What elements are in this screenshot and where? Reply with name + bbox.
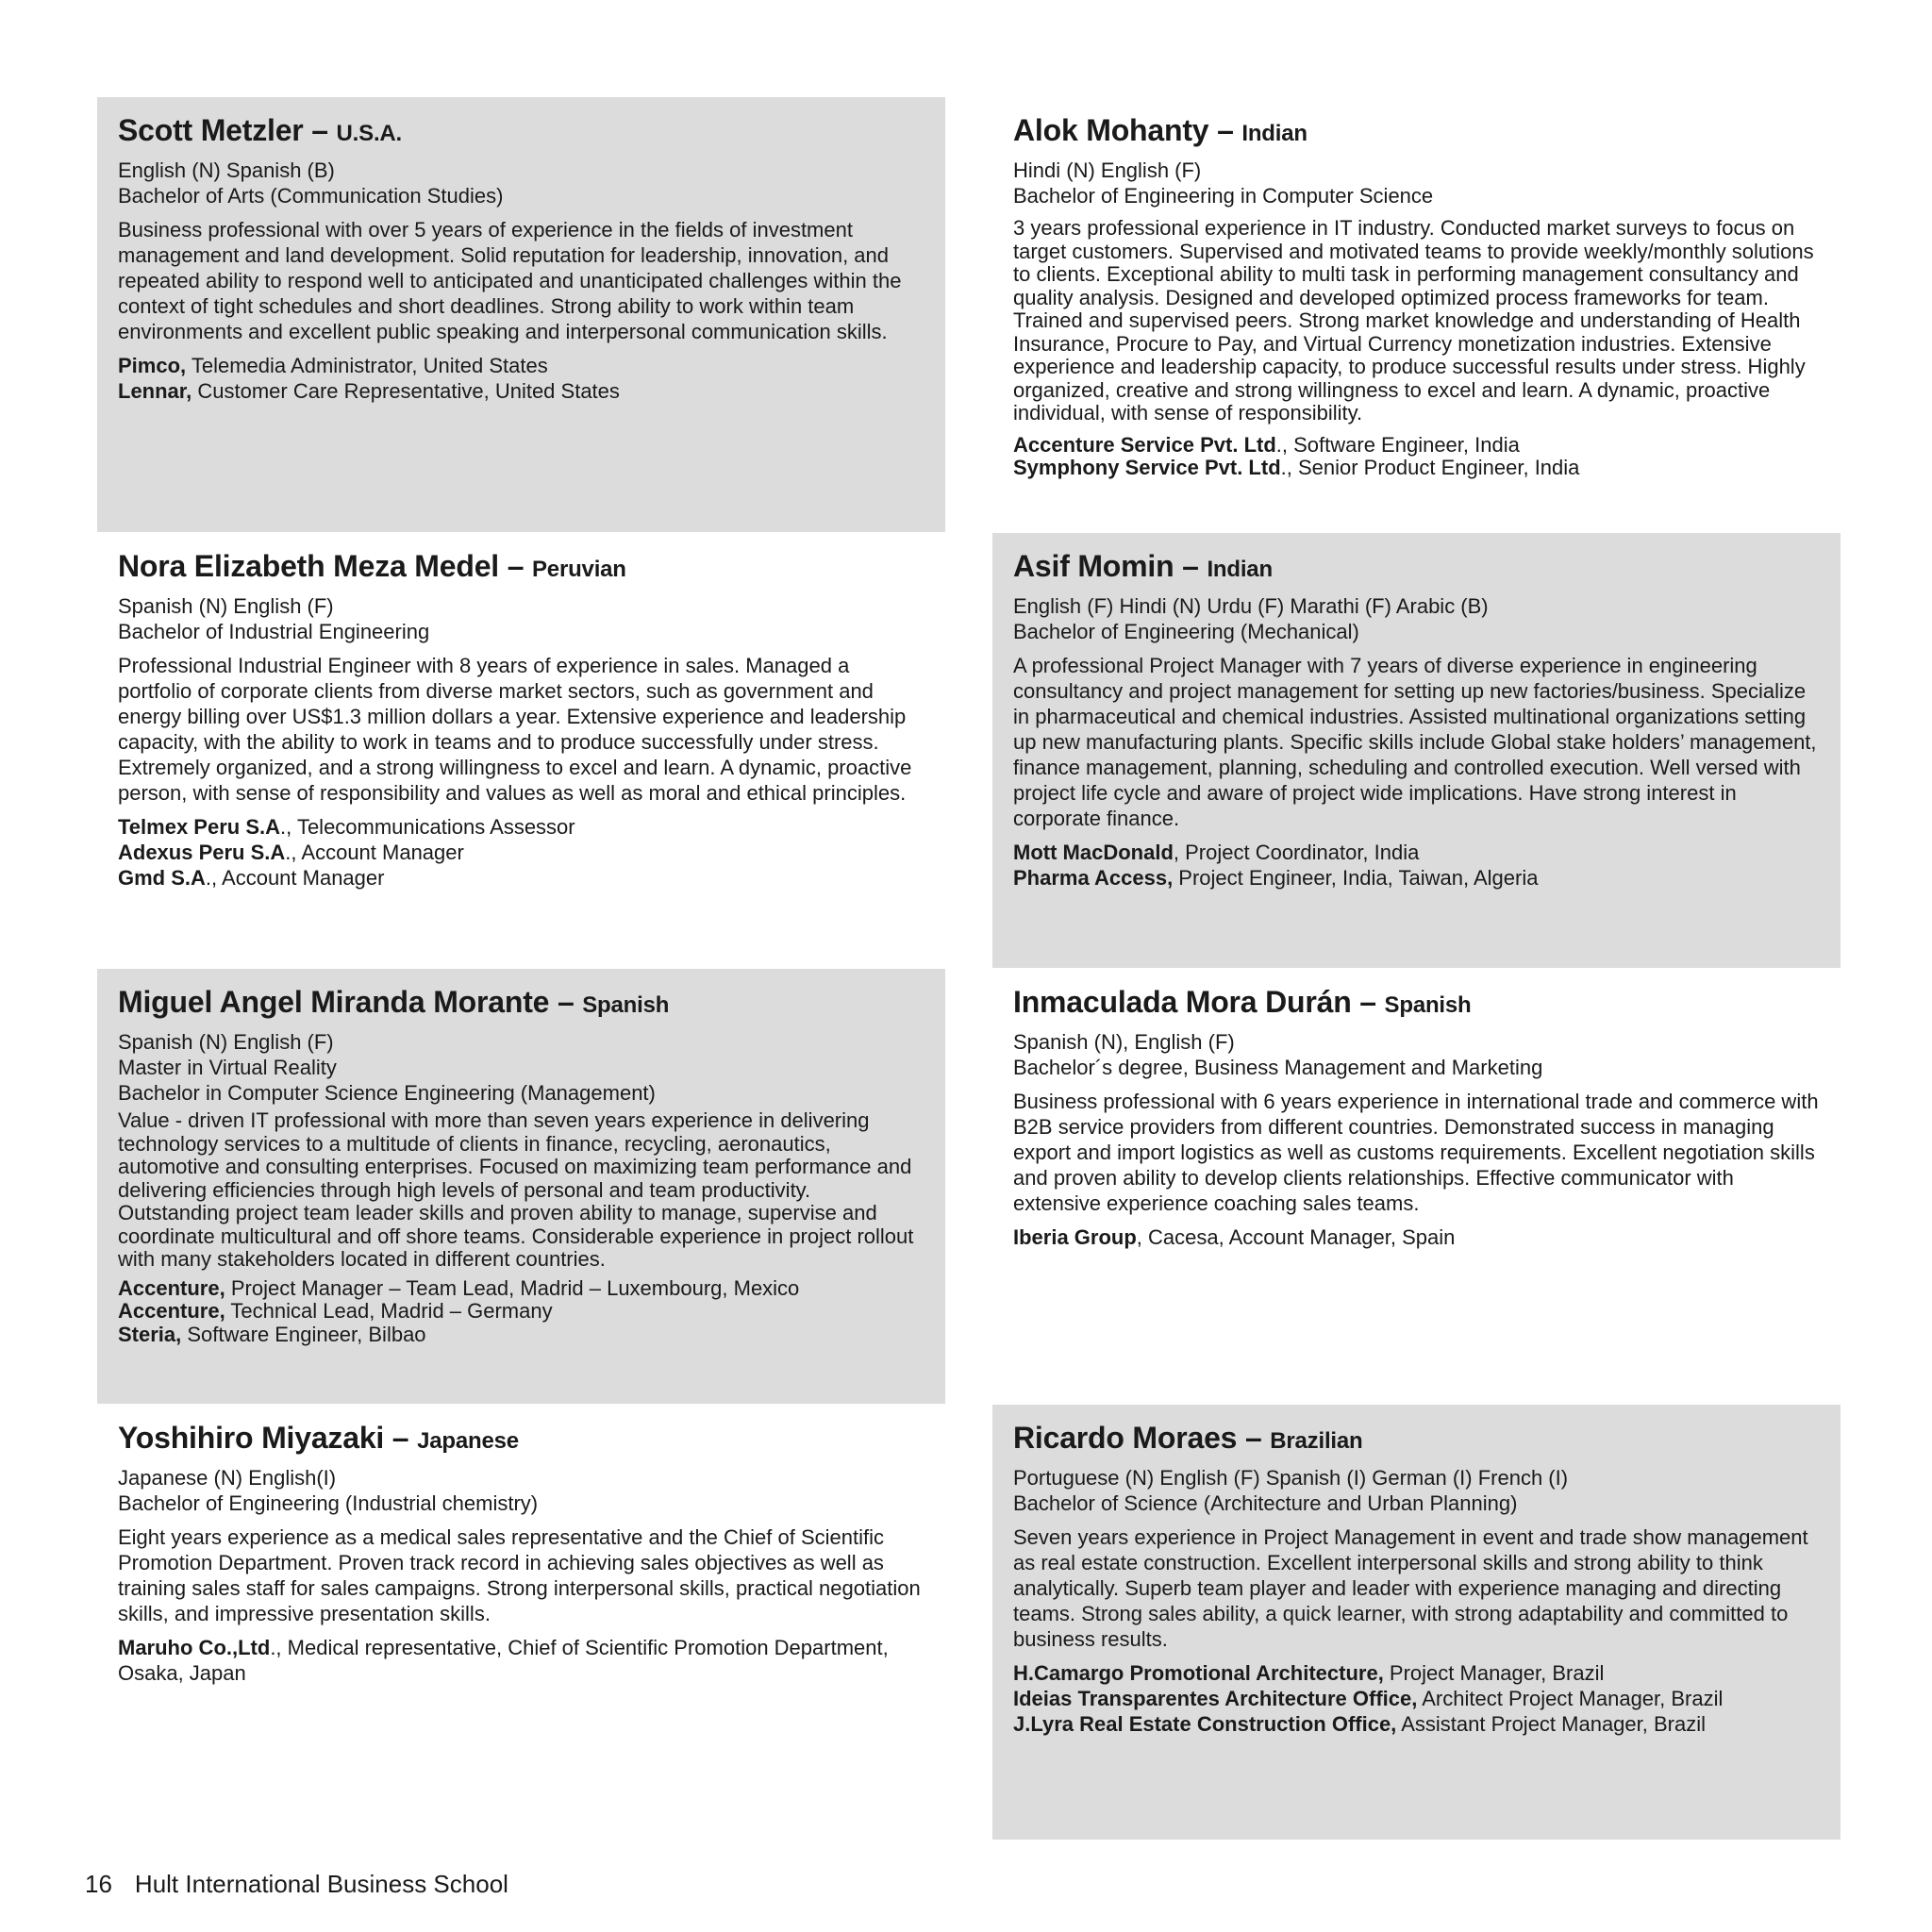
- profile-description: Business professional with over 5 years of experience in the fields of investment management and land development. Solid reputation for leadership, innovation, and repeated ability to respond well to anticipated and unanticipated challenges within the context of tight schedules and short deadlines. Strong ability to work within team environments and excellent public speaking and interpersonal communication skills.: [118, 218, 902, 343]
- profile-card-alok-mohanty: Alok Mohanty – Indian Hindi (N) English (F) Bachelor of Engineering in Computer Science 3 years professional experience in IT industry. Conducted market surveys to focus on target customers. Supervised and motivated teams to provide weekly/monthly solutions to clients. Exceptional ability to multi task in performing management consultancy and quality analysis. Designed and developed optimized process frameworks for team. Trained and supervised peers. Strong market knowledge and understanding of Health Insurance, Procure to Pay, and Virtual Currency monetization industries. Extensive experience and leadership capacity, to produce successful results under stress. Highly organized, creative and strong willingness to excel and learn. A dynamic, proactive individual, with sense of responsibility. Accenture Service Pvt. Ltd., Software Engineer, India Symphony Service Pvt. Ltd., Senior Product Engineer, India: [992, 97, 1840, 532]
- profile-languages: Spanish (N) English (F): [118, 594, 334, 618]
- profile-jobs: [118, 814, 926, 891]
- profile-languages: Hindi (N) English (F): [1013, 158, 1202, 182]
- profile-nationality: Peruvian: [531, 557, 626, 582]
- profile-jobs: [1013, 1224, 1822, 1250]
- profile-name: Nora Elizabeth Meza Medel: [118, 549, 499, 583]
- job-entry: Mott MacDonald, Project Coordinator, India: [1013, 841, 1420, 864]
- profile-degree: Bachelor of Science (Architecture and Urban Planning): [1013, 1491, 1518, 1515]
- profile-jobs: [118, 1277, 926, 1347]
- profile-description: A professional Project Manager with 7 years of diverse experience in engineering consultancy and project management for setting up new factories/business. Specialize in pharmaceutical and chemical industries. Assisted multinational organizations setting up new manufacturing plants. Specific skills include Global stake holders’ management, finance management, planning, scheduling and controlled execution. Well versed with project life cycle and aware of project wide implications. Have strong interest in corporate finance.: [1013, 654, 1817, 830]
- profile-description: Eight years experience as a medical sales representative and the Chief of Scientific Promotion Department. Proven track record in achieving sales objectives as well as training sales staff for sales campaigns. Strong interpersonal skills, practical negotiation skills, and impressive presentation skills.: [118, 1525, 921, 1625]
- job-entry: Maruho Co.,Ltd., Medical representative, Chief of Scientific Promotion Department, Osaka, Japan: [118, 1636, 889, 1685]
- profile-nationality: Indian: [1241, 121, 1307, 146]
- profile-card-miguel-miranda-morante: Miguel Angel Miranda Morante – Spanish Spanish (N) English (F) Master in Virtual Reality Bachelor in Computer Science Engineering (Management) Value - driven IT professional with more than seven years experience in delivering technology services to a multitude of clients in finance, recycling, aeronautics, automotive and consulting enterprises. Focused on maximizing team performance and delivering efficiencies through high levels of personal and team productivity. Outstanding project team leader skills and proven ability to manage, supervise and coordinate multicultural and off shore teams. Considerable experience in project rollout with many stakeholders located in different countries. Accenture, Project Manager – Team Lead, Madrid – Luxembourg, Mexico Accenture, Technical Lead, Madrid – Germany Steria, Software Engineer, Bilbao: [97, 969, 945, 1404]
- job-entry: Adexus Peru S.A., Account Manager: [118, 841, 464, 864]
- profile-name: Alok Mohanty: [1013, 113, 1209, 147]
- job-entry: Pharma Access, Project Engineer, India, Taiwan, Algeria: [1013, 866, 1539, 890]
- profile-degree: Bachelor of Industrial Engineering: [118, 620, 430, 643]
- profile-description: Seven years experience in Project Management in event and trade show management as real estate construction. Excellent interpersonal skills and strong ability to think analytically. Superb team player and leader with experience managing and directing teams. Strong sales ability, a quick learner, with strong adaptability and committed to business results.: [1013, 1525, 1808, 1651]
- profile-card-asif-momin: Asif Momin – Indian English (F) Hindi (N) Urdu (F) Marathi (F) Arabic (B) Bachelor of Engineering (Mechanical) A professional Project Manager with 7 years of diverse experience in engineering consultancy and project management for setting up new factories/business. Specialize in pharmaceutical and chemical industries. Assisted multinational organizations setting up new manufacturing plants. Specific skills include Global stake holders’ management, finance management, planning, scheduling and controlled execution. Well versed with project life cycle and aware of project wide implications. Have strong interest in corporate finance. Mott MacDonald, Project Coordinator, India Pharma Access, Project Engineer, India, Taiwan, Algeria: [992, 533, 1840, 968]
- job-entry: Accenture, Project Manager – Team Lead, Madrid – Luxembourg, Mexico: [118, 1275, 800, 1300]
- job-entry: Symphony Service Pvt. Ltd., Senior Product Engineer, India: [1013, 456, 1580, 479]
- profile-nationality: U.S.A.: [336, 121, 403, 146]
- profile-card-ricardo-moraes: Ricardo Moraes – Brazilian Portuguese (N) English (F) Spanish (I) German (I) French (I) Bachelor of Science (Architecture and Urban Planning) Seven years experience in Project Management in event and trade show management as real estate construction. Excellent interpersonal skills and strong ability to think analytically. Superb team player and leader with experience managing and directing teams. Strong sales ability, a quick learner, with strong adaptability and committed to business results. H.Camargo Promotional Architecture, Project Manager, Brazil Ideias Transparentes Architecture Office, Architect Project Manager, Brazil J.Lyra Real Estate Construction Office, Assistant Project Manager, Brazil: [992, 1405, 1840, 1840]
- profile-jobs: [1013, 434, 1822, 480]
- profile-degree: Bachelor of Engineering (Industrial chemistry): [118, 1491, 539, 1515]
- profile-name: Inmaculada Mora Durán: [1013, 985, 1352, 1019]
- job-entry: Accenture, Technical Lead, Madrid – Germany: [118, 1299, 553, 1323]
- profile-description: Value - driven IT professional with more than seven years experience in delivering technology services to a multitude of clients in finance, recycling, aeronautics, automotive and consulting enterprises. Focused on maximizing team performance and delivering efficiencies through high levels of personal and team productivity. Outstanding project team leader skills and proven ability to manage, supervise and coordinate multicultural and off shore teams. Considerable experience in project rollout with many stakeholders located in different countries.: [118, 1108, 914, 1271]
- job-entry: Iberia Group, Cacesa, Account Manager, Spain: [1013, 1225, 1456, 1249]
- profile-jobs: [1013, 1660, 1822, 1737]
- profile-card-inmaculada-mora-duran: Inmaculada Mora Durán – Spanish Spanish (N), English (F) Bachelor´s degree, Business Management and Marketing Business professional with 6 years experience in international trade and commerce with B2B service providers from different countries. Demonstrated success in managing export and import logistics as well as customs requirements. Excellent negotiation skills and proven ability to develop clients relationships. Effective communicator with extensive experience coaching sales teams. Iberia Group, Cacesa, Account Manager, Spain: [992, 969, 1840, 1404]
- profile-nationality: Spanish: [1384, 992, 1472, 1018]
- profile-card-nora-meza-medel: Nora Elizabeth Meza Medel – Peruvian Spanish (N) English (F) Bachelor of Industrial Engineering Professional Industrial Engineer with 8 years of experience in sales. Managed a portfolio of corporate clients from diverse market sectors, such as government and energy billing over US$1.3 million dollars a year. Extensive experience and leadership capacity, with the ability to work in teams and to produce successfully under stress. Extremely organized, and a strong willingness to excel and learn. A dynamic, proactive person, with sense of responsibility and values as well as moral and ethical principles. Telmex Peru S.A., Telecommunications Assessor Adexus Peru S.A., Account Manager Gmd S.A., Account Manager: [97, 533, 945, 968]
- job-entry: Accenture Service Pvt. Ltd., Software Engineer, India: [1013, 432, 1520, 457]
- profile-card-yoshihiro-miyazaki: Yoshihiro Miyazaki – Japanese Japanese (N) English(I) Bachelor of Engineering (Industrial chemistry) Eight years experience as a medical sales representative and the Chief of Scientific Promotion Department. Proven track record in achieving sales objectives as well as training sales staff for sales campaigns. Strong interpersonal skills, practical negotiation skills, and impressive presentation skills. Maruho Co.,Ltd., Medical representative, Chief of Scientific Promotion Department, Osaka, Japan: [97, 1405, 945, 1840]
- profile-name: Scott Metzler: [118, 113, 304, 147]
- profile-description: 3 years professional experience in IT industry. Conducted market surveys to focus on target customers. Supervised and motivated teams to provide weekly/monthly solutions to clients. Exceptional ability to multi task in performing management consultancy and quality analysis. Designed and developed optimized process frameworks for team. Trained and supervised peers. Strong market knowledge and understanding of Health Insurance, Procure to Pay, and Virtual Currency monetization industries. Extensive experience and leadership capacity, to produce successful results under stress. Highly organized, creative and strong willingness to excel and learn. A dynamic, proactive individual, with sense of responsibility.: [1013, 216, 1814, 425]
- page-number: 16: [85, 1870, 112, 1898]
- page-footer: [85, 1868, 508, 1900]
- job-entry: Gmd S.A., Account Manager: [118, 866, 385, 890]
- job-entry: J.Lyra Real Estate Construction Office, Assistant Project Manager, Brazil: [1013, 1712, 1706, 1736]
- profile-name: Yoshihiro Miyazaki: [118, 1421, 385, 1455]
- profile-nationality: Indian: [1207, 557, 1273, 582]
- profile-languages: English (N) Spanish (B): [118, 158, 335, 182]
- profile-degree: Bachelor´s degree, Business Management and Marketing: [1013, 1056, 1543, 1079]
- profile-degree: Bachelor of Engineering (Mechanical): [1013, 620, 1359, 643]
- profile-name: Miguel Angel Miranda Morante: [118, 985, 550, 1019]
- profile-languages: Japanese (N) English(I): [118, 1466, 337, 1490]
- job-entry: H.Camargo Promotional Architecture, Project Manager, Brazil: [1013, 1661, 1605, 1685]
- job-entry: Lennar, Customer Care Representative, United States: [118, 379, 620, 403]
- profile-nationality: Brazilian: [1270, 1428, 1363, 1454]
- profile-languages: English (F) Hindi (N) Urdu (F) Marathi (F) Arabic (B): [1013, 594, 1489, 618]
- profile-nationality: Spanish: [582, 992, 670, 1018]
- profile-card-scott-metzler: Scott Metzler – U.S.A. English (N) Spanish (B) Bachelor of Arts (Communication Studies) Business professional with over 5 years of experience in the fields of investment management and land development. Solid reputation for leadership, innovation, and repeated ability to respond well to anticipated and unanticipated challenges within the context of tight schedules and short deadlines. Strong ability to work within team environments and excellent public speaking and interpersonal communication skills. Pimco, Telemedia Administrator, United States Lennar, Customer Care Representative, United States: [97, 97, 945, 532]
- job-entry: Pimco, Telemedia Administrator, United States: [118, 354, 548, 377]
- profile-description: Professional Industrial Engineer with 8 years of experience in sales. Managed a portfolio of corporate clients from diverse market sectors, such as government and energy billing over US$1.3 million dollars a year. Extensive experience and leadership capacity, with the ability to work in teams and to produce successfully under stress. Extremely organized, and a strong willingness to excel and learn. A dynamic, proactive person, with sense of responsibility and values as well as moral and ethical principles.: [118, 654, 912, 805]
- profile-jobs: [118, 1635, 926, 1686]
- profile-degree: Bachelor of Engineering in Computer Science: [1013, 184, 1434, 208]
- profile-name: Asif Momin: [1013, 549, 1174, 583]
- profile-jobs: [118, 353, 926, 404]
- profile-degree: Bachelor of Arts (Communication Studies): [118, 184, 504, 208]
- job-entry: Ideias Transparentes Architecture Office, Architect Project Manager, Brazil: [1013, 1687, 1724, 1710]
- profile-degree: Master in Virtual Reality: [118, 1056, 337, 1079]
- profile-languages: Spanish (N), English (F): [1013, 1030, 1235, 1054]
- profile-languages: Portuguese (N) English (F) Spanish (I) German (I) French (I): [1013, 1466, 1569, 1490]
- job-entry: Steria, Software Engineer, Bilbao: [118, 1322, 426, 1346]
- profile-jobs: [1013, 840, 1822, 891]
- profile-name: Ricardo Moraes: [1013, 1421, 1238, 1455]
- profile-languages: Spanish (N) English (F): [118, 1030, 334, 1054]
- profile-description: Business professional with 6 years experience in international trade and commerce with B2B service providers from different countries. Demonstrated success in managing export and import logistics as well as customs requirements. Excellent negotiation skills and proven ability to develop clients relationships. Effective communicator with extensive experience coaching sales teams.: [1013, 1090, 1819, 1215]
- profile-degree: Bachelor in Computer Science Engineering (Management): [118, 1081, 656, 1105]
- profile-nationality: Japanese: [417, 1428, 519, 1454]
- school-name: Hult International Business School: [134, 1870, 508, 1898]
- job-entry: Telmex Peru S.A., Telecommunications Assessor: [118, 815, 575, 839]
